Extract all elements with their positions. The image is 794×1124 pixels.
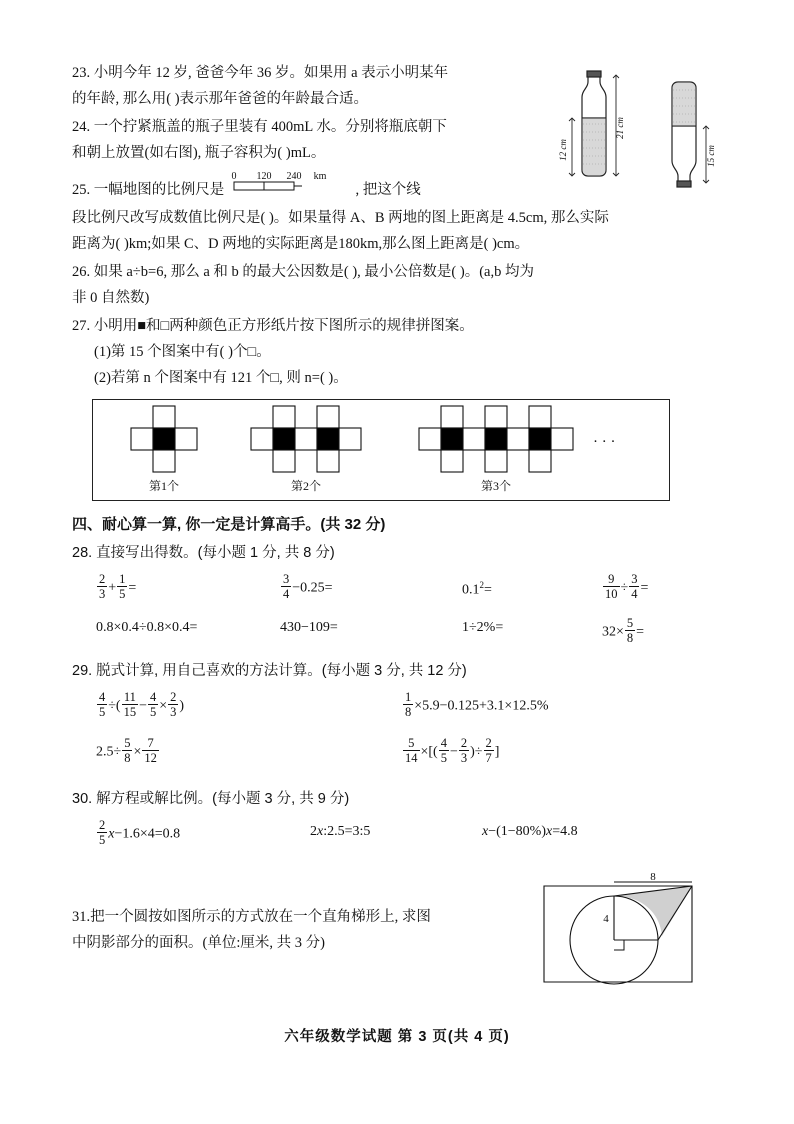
q27-line3: (2)若第 n 个图案中有 121 个□, 则 n=( )。 [94, 370, 348, 386]
pattern-label-1: 第1个 [148, 479, 180, 493]
q31-line2: 中阴影部分的面积。(单位:厘米, 共 3 分) [72, 935, 325, 951]
q29-item-3: 2.5÷ $\frac{5}{8}$ × $\frac{7}{12}$ [96, 736, 157, 766]
q30-item-3: x−(1−80%)x=4.8 [482, 824, 578, 839]
q27-line1: 27. 小明用■和□两种颜色正方形纸片按下图所示的规律拼图案。 [72, 318, 474, 334]
q29-item-4: $\frac{5}{14}$ ×[( $\frac{4}{5}$ − $\frac{2}{3}$ )÷ $\frac{2}{7}$ ] [405, 736, 500, 766]
q24-line1: 24. 一个拧紧瓶盖的瓶子里装有 400mL 水。分别将瓶底朝下 [72, 119, 447, 135]
page-content [72, 60, 722, 958]
q25-line2: 段比例尺改写成数值比例尺是( )。如果量得 A、B 两地的图上距离是 4.5cm, 那么实际 [72, 210, 609, 226]
q29-row-2 [72, 736, 722, 782]
fig-top-label: 8 [650, 871, 656, 883]
pattern-figure [92, 399, 670, 501]
q25-line3: 距离为( )km;如果 C、D 两地的实际距离是180km,那么图上距离是( )cm。 [72, 236, 530, 252]
q26-line1: 26. 如果 a÷b=6, 那么 a 和 b 的最大公因数是( ), 最小公倍数是( )。(a,b 均为 [72, 264, 534, 280]
q23-line1: 23. 小明今年 12 岁, 爸爸今年 36 岁。如果用 a 表示小明某年 [72, 65, 449, 81]
svg-text:240: 240 [286, 171, 302, 182]
q29-row-1 [72, 690, 722, 736]
q28-row-2 [72, 616, 722, 652]
q31-line1: 31.把一个圆按如图所示的方式放在一个直角梯形上, 求图 [72, 909, 431, 925]
question-31 [72, 904, 492, 956]
svg-text:km: km [313, 171, 327, 182]
q28-item-3: $0.1^2=$ [462, 580, 492, 598]
q25-line1a: 25. 一幅地图的比例尺是 [72, 182, 225, 198]
q28-item-6: 430−109= [280, 620, 338, 635]
q28-item-2: $\frac{3}{4}$ −0.25= [283, 572, 333, 602]
q25-line1b: , 把这个线 [355, 182, 421, 198]
pattern-label-2: 第2个 [290, 479, 322, 493]
q28-item-5: 0.8×0.4÷0.8×0.4= [96, 620, 198, 635]
q26-line2: 非 0 自然数) [72, 290, 150, 306]
question-26 [72, 259, 722, 311]
fig-side-label: 4 [603, 913, 609, 925]
bottle-left-height-label: 21 cm [615, 117, 625, 139]
pattern-ellipsis: · · · [593, 434, 616, 450]
q30-item-2: 2x:2.5=3:5 [310, 824, 371, 839]
q28-row-1 [72, 572, 722, 616]
question-24 [72, 114, 542, 166]
svg-text:120: 120 [256, 171, 272, 182]
question-25 [72, 170, 722, 257]
scale-bar-figure [228, 170, 352, 196]
pattern-label-3: 第3个 [480, 479, 512, 493]
q30-item-1: $\frac{2}{5}$ x−1.6×4=0.8 [99, 818, 181, 848]
question-29-title: 29. 脱式计算, 用自己喜欢的方法计算。(每小题 3 分, 共 12 分) [72, 663, 467, 679]
question-27 [72, 313, 722, 391]
q28-item-4: $\frac{9}{10}$ ÷ $\frac{3}{4}$ = [605, 572, 649, 602]
q27-line2: (1)第 15 个图案中有( )个□。 [94, 344, 271, 360]
section-4-heading: 四、耐心算一算, 你一定是计算高手。(共 32 分) [72, 516, 386, 533]
q30-row [72, 818, 722, 864]
svg-text:0: 0 [231, 171, 237, 182]
q23-line2: 的年龄, 那么用( )表示那年爸爸的年龄最合适。 [72, 91, 369, 107]
q28-item-1: $\frac{2}{3}$ + $\frac{1}{5}$ = [99, 572, 137, 602]
bottle-left-water-label: 12 cm [558, 139, 568, 161]
q28-item-8: 32× $\frac{5}{8}$ = [602, 616, 645, 646]
question-30-title: 30. 解方程或解比例。(每小题 3 分, 共 9 分) [72, 791, 350, 807]
question-23 [72, 60, 542, 112]
q29-item-1: $\frac{4}{5}$ ÷( $\frac{11}{15}$ − $\frac{4}{5}$ × $\frac{2}{3}$ ) [99, 690, 185, 720]
bottle-right-water-label: 15 cm [706, 145, 716, 167]
question-28-title: 28. 直接写出得数。(每小题 1 分, 共 8 分) [72, 545, 335, 561]
circle-trapezoid-figure [540, 871, 720, 1001]
q24-line2: 和朝上放置(如右图), 瓶子容积为( )mL。 [72, 145, 326, 161]
q28-item-7: 1÷2%= [462, 620, 504, 635]
bottles-figure [544, 66, 722, 184]
q29-item-2: $\frac{1}{8}$ ×5.9−0.125+3.1×12.5% [405, 690, 549, 720]
page-footer: 六年级数学试题 第 3 页(共 4 页) [284, 1029, 510, 1045]
